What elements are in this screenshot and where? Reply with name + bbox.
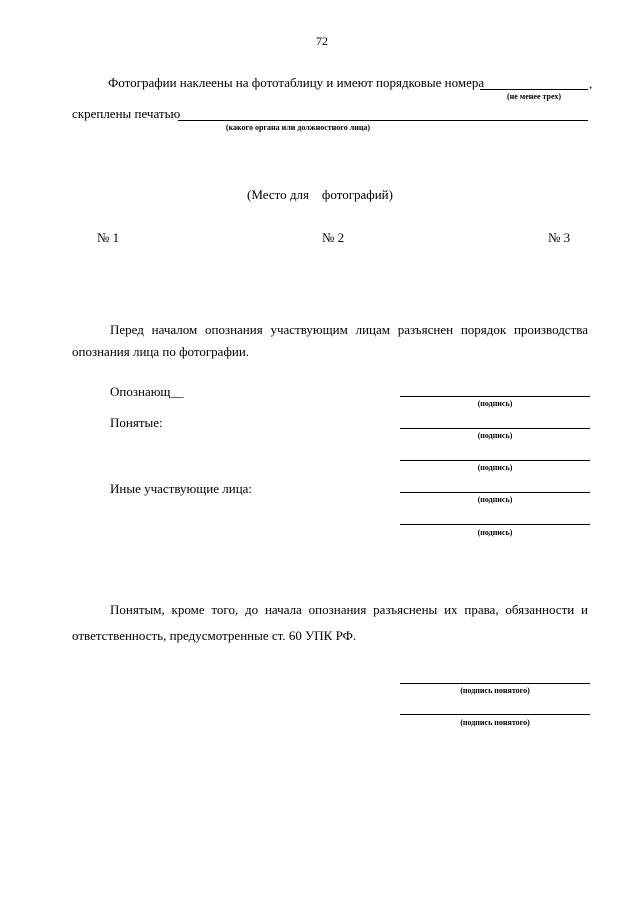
other-2-sign-line [400, 524, 590, 525]
other-1-sign-note: (подпись) [477, 495, 513, 504]
witness-1-sign-line [400, 428, 590, 429]
witness-2-sign-line [400, 460, 590, 461]
photos-trailing-comma: , [589, 76, 593, 91]
rights-line-1: Понятым, кроме того, до начала опознания разъяснены их права, обязанности и [110, 602, 588, 617]
witnesses-label: Понятые: [110, 415, 163, 430]
explanation-line-2: опознания лица по фотографии. [72, 344, 250, 359]
photos-count-note: (не менее трех) [506, 92, 562, 101]
photo-place-caption: (Место для фотографий) [247, 187, 393, 202]
witness-b-sign-note: (подпись понятого) [460, 718, 530, 727]
photo-number-3: № 3 [548, 230, 571, 245]
identifier-sign-note: (подпись) [477, 399, 513, 408]
witness-a-sign-line [400, 683, 590, 684]
seal-line [178, 120, 588, 121]
photo-number-1: № 1 [97, 230, 120, 245]
photos-statement: Фотографии наклеены на фототаблицу и имеют порядковые номера [108, 75, 485, 90]
identifier-label: Опознающ__ [110, 384, 184, 399]
other-1-sign-line [400, 492, 590, 493]
page-number: 72 [316, 34, 328, 48]
identifier-sign-line [400, 396, 590, 397]
witness-1-sign-note: (подпись) [477, 431, 513, 440]
witness-a-sign-note: (подпись понятого) [460, 686, 530, 695]
photo-number-2: № 2 [322, 230, 345, 245]
seal-note: (какого органа или должностного лица) [225, 123, 371, 132]
photos-count-line [480, 89, 588, 90]
explanation-line-1: Перед началом опознания участвующим лицам разъяснен порядок производства [110, 322, 588, 337]
others-label: Иные участвующие лица: [110, 481, 253, 496]
rights-line-2: ответственность, предусмотренные ст. 60 УПК РФ. [72, 628, 357, 643]
other-2-sign-note: (подпись) [477, 528, 513, 537]
seal-statement: скреплены печатью [72, 106, 181, 121]
witness-b-sign-line [400, 714, 590, 715]
witness-2-sign-note: (подпись) [477, 463, 513, 472]
